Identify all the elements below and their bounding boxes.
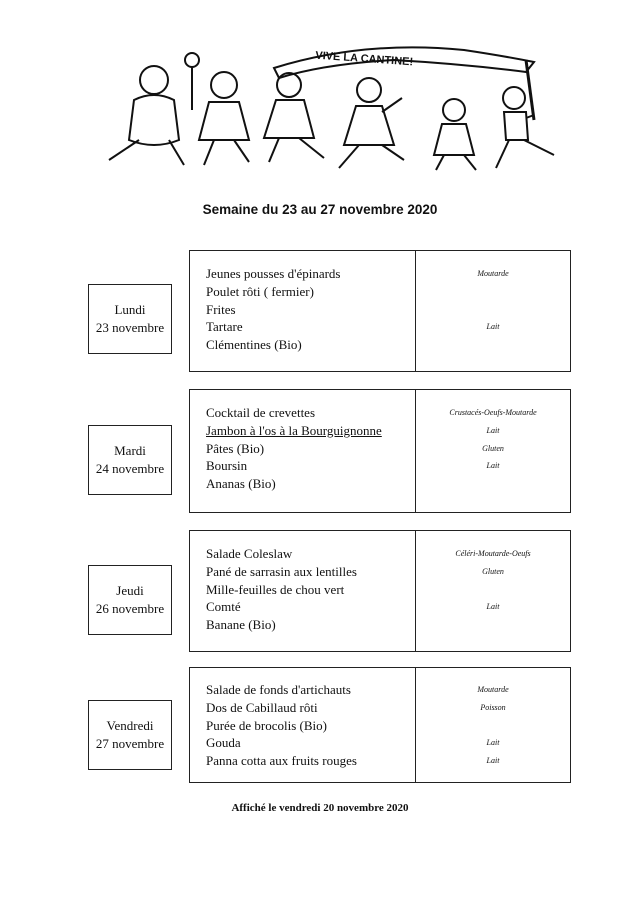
allergen-list: [416, 531, 570, 651]
day-label-box: [88, 565, 172, 635]
boy-figure: [496, 87, 554, 168]
day-date: 27 novembre: [95, 736, 165, 751]
allergen-list: [416, 251, 570, 371]
allergen-item: Lait: [486, 322, 500, 332]
day-date: 23 novembre: [95, 320, 165, 335]
allergen-item: Lait: [486, 738, 500, 748]
day-label-box: [88, 284, 172, 354]
allergen-item: Lait: [486, 756, 500, 766]
allergen-item: Poisson: [480, 702, 506, 712]
dish-item: Cocktail de crevettes: [206, 405, 316, 420]
allergen-item: [416, 336, 570, 354]
banner-text: VIVE LA CANTINE!: [314, 49, 414, 69]
dish-item: Gouda: [206, 735, 241, 751]
day-name: Vendredi: [106, 718, 154, 733]
dish-item: Tartare: [206, 319, 243, 335]
menu-box: [189, 667, 571, 783]
dish-item: Banane (Bio): [206, 617, 276, 633]
day-date: 24 novembre: [95, 461, 165, 476]
dish-item: Dos de Cabillaud rôti: [206, 699, 318, 715]
day-date: 26 novembre: [95, 601, 165, 616]
girl-figure-2: [264, 73, 324, 162]
allergen-item: Moutarde: [477, 269, 509, 278]
day-name: Mardi: [114, 443, 146, 458]
dish-item: Ananas (Bio): [206, 476, 276, 492]
allergen-list: [416, 390, 570, 512]
allergen-item: [416, 581, 570, 599]
dish-item: Salade Coleslaw: [206, 546, 293, 561]
menu-box: [189, 250, 571, 372]
allergen-item: Lait: [486, 602, 500, 612]
allergen-item: [416, 616, 570, 634]
allergen-item: Gluten: [482, 566, 504, 576]
allergen-item: [416, 475, 570, 493]
allergen-item: [416, 717, 570, 735]
girl-figure-4: [434, 99, 476, 170]
girl-figure-3: [339, 78, 404, 168]
day-name: Lundi: [114, 302, 146, 317]
menu-box: [189, 530, 571, 652]
allergen-item: [416, 283, 570, 301]
allergen-item: [416, 301, 570, 319]
girl-figure-1: [199, 72, 249, 165]
dish-item: Clémentines (Bio): [206, 337, 302, 353]
dish-item: Frites: [206, 301, 236, 317]
cantine-banner-illustration: [64, 20, 584, 180]
dish-item: Salade de fonds d'artichauts: [206, 682, 351, 697]
allergen-item: Lait: [486, 461, 500, 471]
dish-item: Pané de sarrasin aux lentilles: [206, 563, 357, 579]
dish-item: Panna cotta aux fruits rouges: [206, 753, 357, 769]
day-label-box: [88, 425, 172, 495]
dish-list: [190, 668, 416, 782]
dish-list: [190, 251, 416, 371]
posted-date-note: Affiché le vendredi 20 novembre 2020: [231, 802, 409, 814]
allergen-item: Crustacés-Oeufs-Moutarde: [449, 408, 537, 417]
dish-item: Boursin: [206, 458, 248, 474]
day-name: Jeudi: [116, 583, 144, 598]
allergen-item: Céléri-Moutarde-Oeufs: [455, 549, 531, 558]
dish-item: Purée de brocolis (Bio): [206, 717, 327, 733]
dish-item: Pâtes (Bio): [206, 440, 265, 456]
dish-item: Mille-feuilles de chou vert: [206, 581, 345, 597]
dish-item: Comté: [206, 599, 241, 615]
cook-figure: [109, 53, 199, 165]
allergen-item: Moutarde: [477, 685, 509, 694]
dish-list: [190, 531, 416, 651]
dish-item: Poulet rôti ( fermier): [206, 283, 314, 299]
dish-list: [190, 390, 416, 512]
dish-item: Jeunes pousses d'épinards: [206, 266, 341, 281]
menu-box: [189, 389, 571, 513]
allergen-list: [416, 668, 570, 782]
dish-item: Jambon à l'os à la Bourguignonne: [206, 422, 382, 438]
day-label-box: [88, 700, 172, 770]
week-title: Semaine du 23 au 27 novembre 2020: [202, 202, 438, 217]
allergen-item: Gluten: [482, 443, 504, 453]
allergen-item: Lait: [486, 425, 500, 435]
